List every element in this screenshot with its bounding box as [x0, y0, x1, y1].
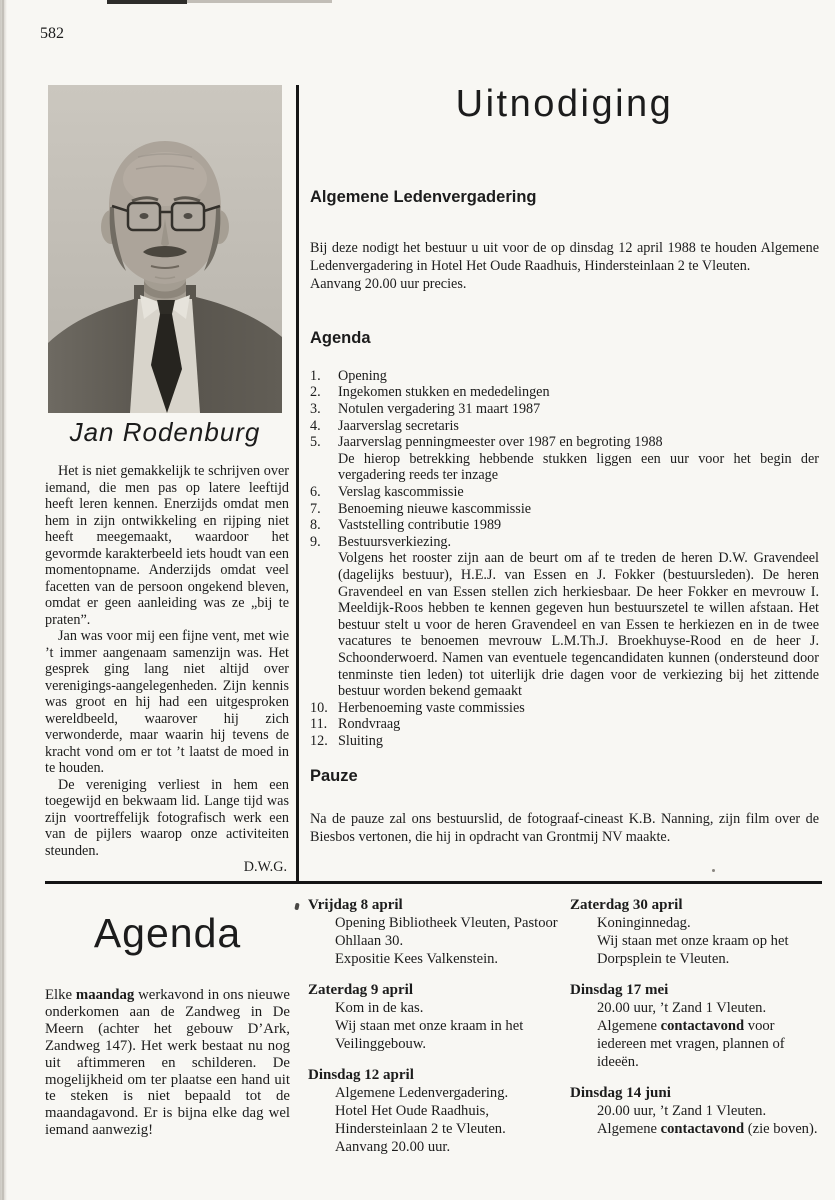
obituary-text	[45, 463, 289, 876]
agenda-item-text: Ingekomen stukken en mededelingen	[338, 384, 550, 401]
event-line-text: 20.00 uur, ’t Zand 1 Vleuten.	[597, 1103, 767, 1119]
invitation-intro: Bij deze nodigt het bestuur u uit voor de op dinsdag 12 april 1988 te houden Algemene Ledenvergadering in Hotel Het Oude Raadhuis, Hindersteinlaan 2 te Vleuten.	[310, 239, 819, 274]
event-line	[308, 1084, 562, 1102]
agenda-item	[310, 733, 819, 750]
pauze-heading: Pauze	[310, 766, 358, 785]
agenda-item-number: 6.	[310, 484, 321, 501]
page-number: 582	[40, 25, 64, 42]
event-line-text: Hotel Het Oude Raadhuis, Hindersteinlaan 2 te Vleuten.	[335, 1103, 506, 1137]
event	[570, 896, 824, 968]
invitation-title: Uitnodiging	[455, 85, 674, 125]
obituary-paragraph: De vereniging verliest in hem een toegewijd en bekwaam lid. Lange tijd was zijn voortreffelijk fotografisch werk een van de pijlers waarop onze activiteiten steunden.	[45, 776, 289, 859]
event-line-text: Wij staan met onze kraam in het Veilinggebouw.	[335, 1018, 524, 1052]
event-line-text: Opening Bibliotheek Vleuten, Pastoor Ohllaan 30.	[335, 915, 558, 949]
agenda-item-number: 7.	[310, 500, 321, 517]
agenda-item	[310, 384, 819, 401]
event-line-text: Aanvang 20.00 uur.	[335, 1139, 451, 1155]
event-date: Zaterdag 30 april	[570, 897, 683, 913]
intro-text: werkavond in ons nieuwe onderkomen aan de Zandweg in De Meern (achter het gebouw D’Ark, Zandweg 147). Het werk bestaat nu nog uit aftimmeren en schilderen. De mogelijkheid om ter plaatse een hand uit te steken is niet bepaald tot de maandagavond. Er is bijna elke dag wel iemand aanwezig!	[45, 987, 290, 1139]
column-divider	[296, 85, 299, 882]
scan-artifact-top-bar-light	[187, 0, 332, 3]
agenda-list	[310, 368, 819, 750]
invitation-section	[310, 85, 819, 882]
event-line	[570, 999, 824, 1017]
intro-bold-text: maandag	[75, 987, 135, 1004]
obituary-signature: D.W.G.	[243, 859, 287, 875]
invitation-intro-time: Aanvang 20.00 uur precies.	[310, 275, 467, 292]
section-divider	[45, 881, 822, 884]
event-line-text: Wij staan met onze kraam op het Dorpsplein te Vleuten.	[597, 933, 789, 967]
event-line-text: Kom in de kas.	[335, 1000, 424, 1016]
agenda-item-text: Opening	[338, 367, 387, 384]
event-line-bold: contactavond	[660, 1121, 745, 1137]
agenda-item	[310, 368, 819, 385]
event-line-text: Algemene Ledenvergadering.	[335, 1085, 509, 1101]
jan-rodenburg-photo	[48, 85, 282, 413]
agenda-item	[310, 501, 819, 518]
event	[570, 1084, 824, 1138]
agenda-heading: Agenda	[310, 328, 371, 347]
scan-artifact-top-bar	[107, 0, 187, 4]
agenda-item-number: 8.	[310, 517, 321, 534]
event-line-text: voor iedereen met vragen, plannen of ideeën.	[597, 1018, 785, 1070]
agenda-item-text: Notulen vergadering 31 maart 1987	[338, 401, 541, 418]
events-column-2	[570, 896, 824, 1191]
event-line	[308, 999, 562, 1017]
event-line	[570, 914, 824, 932]
agenda-item	[310, 401, 819, 418]
event-line	[308, 1138, 562, 1156]
invitation-subtitle: Algemene Ledenvergadering	[310, 187, 537, 206]
agenda-item-number: 2.	[310, 384, 321, 401]
photo-caption: Jan Rodenburg	[69, 417, 261, 447]
event-date: Dinsdag 17 mei	[570, 982, 669, 998]
agenda-item-number: 5.	[310, 434, 321, 451]
agenda-item	[310, 434, 819, 484]
event-line	[570, 1017, 824, 1071]
agenda-item-text: Jaarverslag penningmeester over 1987 en begroting 1988	[338, 434, 663, 451]
event-line-text: Algemene	[597, 1018, 661, 1034]
scan-artifact-speck	[294, 903, 299, 911]
agenda-item-number: 3.	[310, 401, 321, 418]
event-line	[308, 950, 562, 968]
agenda-item	[310, 700, 819, 717]
agenda-item	[310, 484, 819, 501]
event-date: Vrijdag 8 april	[308, 897, 403, 913]
agenda-item	[310, 418, 819, 435]
agenda-item	[310, 517, 819, 534]
events-column-1	[308, 896, 562, 1191]
agenda-item-text: Sluiting	[338, 732, 383, 749]
event-line-text: Koninginnedag.	[597, 915, 691, 931]
event-date: Dinsdag 14 juni	[570, 1085, 671, 1101]
agenda-item-text: Benoeming nieuwe kascommissie	[338, 500, 532, 517]
bottom-agenda-intro	[45, 987, 290, 1139]
agenda-item-text: Jaarverslag secretaris	[338, 417, 459, 434]
event	[308, 1066, 562, 1156]
event-line-text: Expositie Kees Valkenstein.	[335, 951, 499, 967]
obituary-paragraph: Jan was voor mij een fijne vent, met wie ’t immer aangenaam samenzijn was. Het gesprek ging lang niet altijd over verenigings-aangelegenheden. Zijn kennis was groot en hij had een uitgesproken wereldbeeld, waarover hij zich verwonderde, maar waarin hij tevens de kracht vond om er tot ’t laatst de moed in te houden.	[45, 628, 289, 776]
agenda-item	[310, 716, 819, 733]
agenda-item-text: Verslag kascommissie	[338, 484, 464, 501]
event	[308, 896, 562, 968]
portrait-image	[48, 85, 282, 413]
agenda-item-text: Rondvraag	[338, 716, 401, 733]
agenda-item-text: Vaststelling contributie 1989	[338, 517, 502, 534]
bottom-agenda-section	[45, 902, 290, 1187]
agenda-item-number: 4.	[310, 417, 321, 434]
agenda-item-text: Bestuursverkiezing.	[338, 533, 452, 550]
event-line-text: 20.00 uur, ’t Zand 1 Vleuten.	[597, 1000, 767, 1016]
event-line	[308, 914, 562, 950]
agenda-item-number: 1.	[310, 367, 321, 384]
agenda-item-number: 12.	[310, 732, 328, 749]
agenda-item-number: 10.	[310, 699, 328, 716]
obituary-paragraph: Het is niet gemakkelijk te schrijven over iemand, die men pas op latere leeftijd heeft leren kennen. Enerzijds omdat men hem in zijn ontwikkeling en rijping niet heeft meegemaakt, waardoor het gevormde karakterbeeld iets houdt van een momentopname. Anderzijds omdat veel facetten van de persoon ongekend bleven, omdat er geen aanleiding was ze „bij te praten”.	[45, 463, 289, 628]
agenda-item-number: 11.	[310, 716, 328, 733]
agenda-item-note: De hierop betrekking hebbende stukken liggen een uur voor het begin der vergadering reeds ter inzage	[338, 450, 819, 484]
pauze-text: Na de pauze zal ons bestuurslid, de fotograaf-cineast K.B. Nanning, zijn film over de Biesbos vertonen, die hij in opdracht van Grontmij NV maakte.	[310, 810, 819, 845]
bottom-agenda-title: Agenda	[93, 910, 242, 956]
event-line-text: Algemene	[597, 1121, 661, 1137]
event-line-bold: contactavond	[660, 1018, 745, 1034]
event	[570, 981, 824, 1071]
event-line	[308, 1017, 562, 1053]
event-date: Zaterdag 9 april	[308, 982, 413, 998]
event-line	[308, 1102, 562, 1138]
agenda-item-text: Herbenoeming vaste commissies	[338, 699, 525, 716]
event-line-text: (zie boven).	[744, 1121, 818, 1137]
event-line	[570, 1120, 824, 1138]
agenda-item	[310, 534, 819, 700]
event-line	[570, 1102, 824, 1120]
event-date: Dinsdag 12 april	[308, 1067, 414, 1083]
scan-artifact-left-line	[2, 0, 4, 1200]
agenda-item-note: Volgens het rooster zijn aan de beurt om af te treden de heren D.W. Gravendeel (dagelijks bestuur), H.E.J. van Essen en J. Fokker (bestuursleden). De heren Gravendeel en van Essen stellen zich herkiesbaar. De heer Fokker en mevrouw I. Meeldijk-Roos hebben te kennen gegeven hun bestuurszetel te willen afstaan. Het bestuur stelt u voor de heren Gravendeel en van Essen te herkiezen en in de twee vacatures te benoemen mevrouw L.M.Th.J. Broekhuyse-Rood en de heer J. Schoonderwoerd. Namen van eventuele tegencandidaten kunnen (ondersteund door tenminste tien leden) tot uiterlijk drie dagen voor de verkiezing bij het zittende bestuur worden bekend gemaakt	[338, 550, 819, 700]
event	[308, 981, 562, 1053]
agenda-item-number: 9.	[310, 533, 321, 550]
event-line	[570, 932, 824, 968]
intro-text: Elke	[45, 987, 76, 1004]
